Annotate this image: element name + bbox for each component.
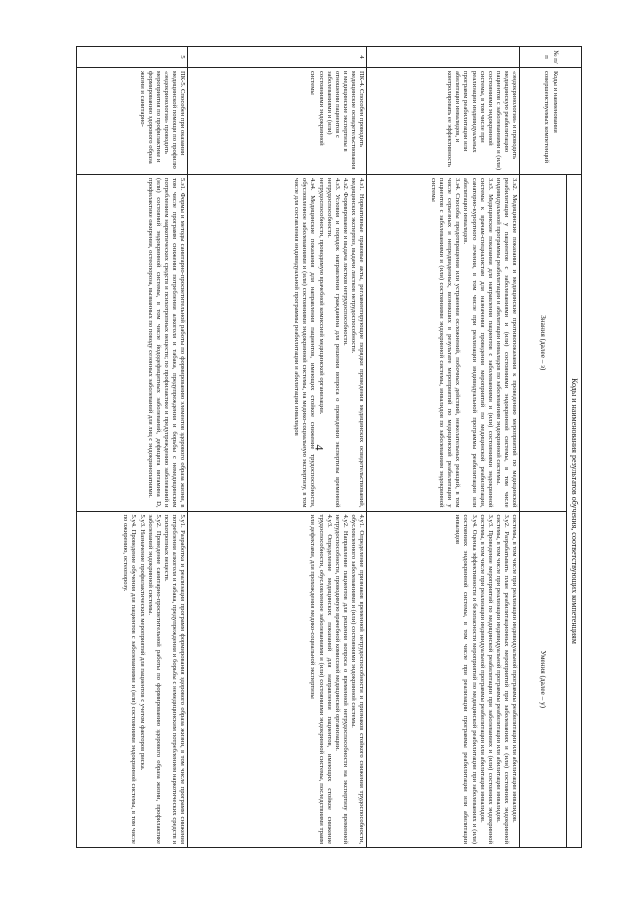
row-skills [77,511,188,848]
row-knowledge [367,175,520,512]
header-knowledge: Знания (далее – з) [520,175,567,512]
competency-table-container [70,46,582,848]
knowledge-item: нетрудоспособности, проводимую врачебной комиссией медицинской организации. [317,178,325,415]
row-num: 4 [188,47,367,68]
knowledge-item: 4.з1. Нормативные правовые акты, регламентирующие порядки проведения медицинских освидетельствований, медицинских экспертиз, выдачи листков нетрудоспособности. [349,178,365,508]
skill-item: 5.у2. Проведение санитарно-просветительной работы по формированию здорового образа жизни, профилактике заболеваний эндокринной системы. [146,514,162,844]
knowledge-item: 5.з1. Формы и методы санитарно-просветительной работы по формированию элементов здорового образа жизни, в том числе программ снижения потребления алкоголя и табака, предупреждения и борьбы с немедицинским потреблением наркотических средств и психотропных веществ; по профилактике и предупреждению заболеваний и (или) состояний эндокринной системы, в том числе йододефицитных заболеваний, дефицита витамина D, профилактике ожирения, остеопороза, вызванных по поводу сезонных заболеваний для лиц с эндокринопатиями. [146,178,186,508]
skill-item: 5.у1. Разработка и реализация программ формирования здорового образа жизни, в том числе программ снижения потребления алкоголя и табака, предупреждения и борьбы с немедицинским потреблением наркотических средств и психотропных веществ. [162,514,186,844]
knowledge-item: 4.з4. Медицинские показания для направления пациентов, имеющих стойкое снижение трудоспособности, обусловленное заболеваниями и (или) состояниями эндокринной системы, на медико-социальную экспертизу, в том числе для составления индивидуальной программы реабилитации и абилитации инвалидов [293,178,317,508]
skill-item: 3.у4. Оценка эффективности и безопасности мероприятий по медицинской реабилитации при заболеваниях и (или) состояниях эндокринной системы, в том числе при реализации программы реабилитации или абилитации инвалидов [454,514,478,844]
knowledge-item: 4.з3. Условия и порядок направления гражданина для решения вопроса о проведении экспертизы временной нетрудоспособности. [325,178,341,508]
page-number: 4 [312,444,327,451]
row-code: ПК-5. Способен при оказании медицинской помощи по профилю «эндокринология» проводить мероприятия по профилактике и формированию здорового образа жизни и санитарно- [77,68,188,175]
skill-item: 4.у2. Направление пациентов для решения вопроса о временной нетрудоспособности на экспертизу временной нетрудоспособности, проводимую врачебной комиссией медицинской организации. [333,514,349,844]
row-num [367,47,520,68]
knowledge-item: 3.з3. Медицинские показания для направления пациентов с заболеваниями и (или) состояниями эндокринной системы к врачам-специалистам для назначения проведения мероприятий по медицинской реабилитации, санаторно-курортного лечения, в том числе при реализации индивидуальной программы реабилитации или абилитации инвалидов. [462,178,494,508]
header-main: Коды и наименования результатов обучения, соответствующих компетенциям [567,175,582,848]
skill-item: 4.у3. Определение медицинских показаний для направления пациентов, имеющих стойкое снижение трудоспособности, обусловленное заболеваниями и (или) состояниями эндокринной системы, последствиями травм или дефектами, для прохождения медико-социальной экспертизы [309,514,333,844]
knowledge-item: 3.з2. Медицинские показания и медицинские противопоказания к проведению мероприятий по медицинской реабилитации у пациентов с заболеваниями и (или) состояниями эндокринной системы, в том числе индивидуальной программы реабилитации и абилитации инвалидов по заболеваниям эндокринной системы. [494,178,518,508]
skill-item: 3.у2. Разрабатывать план реабилитационных мероприятий при заболеваниях и (или) состояниях эндокринной системы, в том числе при реализации индивидуальной программы реабилитации или абилитации инвалидов. [494,514,510,844]
table-row [367,47,520,848]
row-skills [188,511,367,848]
skill-item: 5.у3. Назначение профилактических мероприятий для пациентов с учетом факторов риска. [138,514,146,771]
knowledge-item: 4.з2. Формирование и выдача листков нетрудоспособности. [341,178,349,346]
skill-item: системы, в том числе при реализации индивидуальной программы реабилитации или абилитации инвалидов. [511,514,518,823]
row-skills [367,511,520,848]
row-knowledge [77,175,188,512]
header-skills: Умения (далее – у) [520,511,567,848]
table-row [77,47,188,848]
skill-item: 4.у1. Определение признаков временной нетрудоспособности и признаков стойкого снижения трудоспособности, обусловленного заболеваниями и (или) состояниями эндокринной системы. [349,514,365,844]
table-row [188,47,367,848]
skill-item: 5.у4. Проведение обучения для пациентов с заболеваниями и (или) состояниями эндокринной системы, в том числе по ожирению, остеопорозу. [122,514,138,844]
competency-table [76,46,582,848]
row-code: «эндокринология» и проводить медицинскую реабилитацию пациентов с заболеваниями и (или) состояниями эндокринной системы, в том числе при реализации индивидуальных программ реабилитации или абилитации инвалидов, и контролировать ее эффективность [367,68,520,175]
knowledge-item: 3.з4. Способы предотвращения или устранения осложнений, побочных действий, нежелательных реакций, в том числе серьезных и непредвиденных, возникших в результате мероприятий по медицинской реабилитации у пациентов с заболеваниями и (или) состояниями эндокринной системы, инвалидов по заболеваниям эндокринной системы [430,178,462,508]
skill-item: 3.у3. Проведение мероприятий по медицинской реабилитации при заболеваниях и (или) состояниях эндокринной системы, в том числе при реализации индивидуальной программы реабилитации или абилитации инвалидов. [478,514,494,844]
header-num: № п/п [520,47,582,68]
header-code: Коды и наименования совершенствуемых компетенций [520,68,582,175]
row-code: ПК-4. Способен проводить медицинские освидетельствования и медицинские экспертизы в отношении пациентов с заболеваниями и (или) состояниями эндокринной системы [188,68,367,175]
row-num: 5 [77,47,188,68]
row-knowledge [188,175,367,512]
